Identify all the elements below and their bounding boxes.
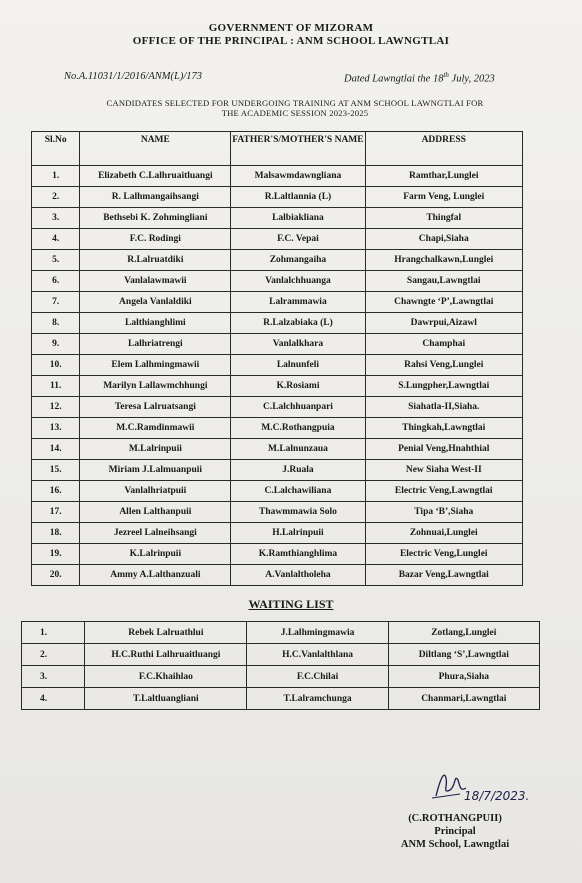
- waiting-list-table: [21, 621, 540, 710]
- subject-line-2: THE ACADEMIC SESSION 2023-2025: [221, 108, 369, 118]
- table-row: [32, 565, 523, 586]
- cell-name: Ammy A.Lalthanzuali: [80, 565, 231, 586]
- cell-address: Bazar Veng,Lawngtlai: [365, 565, 523, 586]
- table-header-row: [32, 132, 523, 166]
- cell-address: Tipa ‘B’,Siaha: [365, 502, 523, 523]
- cell-slno: 15.: [32, 460, 80, 481]
- cell-address: Zohnuai,Lunglei: [365, 523, 523, 544]
- cell-parent-name: H.Lalrinpuii: [231, 523, 365, 544]
- cell-address: Penial Veng,Hnahthial: [365, 439, 523, 460]
- cell-parent-name: A.Vanlaltholeha: [231, 565, 365, 586]
- cell-name: Teresa Lalruatsangi: [80, 397, 231, 418]
- handwritten-signature: [430, 760, 550, 810]
- table-row: [32, 355, 523, 376]
- dated-sup: th: [443, 71, 449, 79]
- cell-slno: 1.: [22, 622, 85, 644]
- cell-parent-name: Vanlalchhuanga: [231, 271, 365, 292]
- cell-slno: 5.: [32, 250, 80, 271]
- reference-number: No.A.11031/1/2016/ANM(L)/173: [64, 71, 203, 82]
- table-row: [32, 166, 523, 187]
- cell-address: Chanmari,Lawngtlai: [388, 688, 539, 710]
- cell-slno: 14.: [32, 439, 80, 460]
- table-row: [32, 334, 523, 355]
- signature-block: [370, 812, 540, 851]
- cell-name: Elem Lalhmingmawii: [80, 355, 231, 376]
- cell-name: Vanlalawmawii: [80, 271, 231, 292]
- cell-address: Diltlang ‘S’,Lawngtlai: [388, 644, 539, 666]
- cell-name: Miriam J.Lalmuanpuii: [80, 460, 231, 481]
- table-row: [32, 502, 523, 523]
- cell-slno: 11.: [32, 376, 80, 397]
- table-row: [32, 292, 523, 313]
- cell-address: Rahsi Veng,Lunglei: [365, 355, 523, 376]
- signatory-designation: Principal: [434, 826, 476, 837]
- cell-slno: 4.: [32, 229, 80, 250]
- cell-slno: 4.: [22, 688, 85, 710]
- subject-line-1: CANDIDATES SELECTED FOR UNDERGOING TRAINING AT ANM SCHOOL LAWNGTLAI FOR: [106, 98, 484, 108]
- cell-parent-name: Zohmangaiha: [231, 250, 365, 271]
- table-row: [32, 376, 523, 397]
- cell-parent-name: M.C.Rothangpuia: [231, 418, 365, 439]
- cell-address: Hrangchalkawn,Lunglei: [365, 250, 523, 271]
- cell-name: F.C.Khaihlao: [85, 666, 247, 688]
- table-row: [32, 208, 523, 229]
- cell-address: Farm Veng, Lunglei: [365, 187, 523, 208]
- cell-name: Lalthianghlimi: [80, 313, 231, 334]
- cell-slno: 9.: [32, 334, 80, 355]
- table-row: [32, 460, 523, 481]
- table-row: [32, 544, 523, 565]
- cell-address: Phura,Siaha: [388, 666, 539, 688]
- cell-name: T.Laltluangliani: [85, 688, 247, 710]
- signatory-office: ANM School, Lawngtlai: [400, 839, 510, 850]
- dated-prefix: Dated Lawngtlai the 18: [344, 73, 444, 85]
- table-row: [32, 523, 523, 544]
- table-row: [32, 271, 523, 292]
- header-parent-name: FATHER'S/MOTHER'S NAME: [231, 132, 365, 166]
- cell-slno: 2.: [22, 644, 85, 666]
- cell-slno: 12.: [32, 397, 80, 418]
- cell-slno: 16.: [32, 481, 80, 502]
- dated-line: [344, 71, 495, 85]
- cell-address: S.Lungpher,Lawngtlai: [365, 376, 523, 397]
- cell-name: Angela Vanlaldiki: [80, 292, 231, 313]
- header-office: OFFICE OF THE PRINCIPAL : ANM SCHOOL LAWNGTLAI: [132, 35, 450, 47]
- cell-address: Chawngte ‘P’,Lawngtlai: [365, 292, 523, 313]
- cell-parent-name: K.Rosiami: [231, 376, 365, 397]
- cell-slno: 2.: [32, 187, 80, 208]
- cell-slno: 17.: [32, 502, 80, 523]
- cell-parent-name: C.Lalchawiliana: [231, 481, 365, 502]
- cell-name: H.C.Ruthi Lalhruaitluangi: [85, 644, 247, 666]
- cell-slno: 20.: [32, 565, 80, 586]
- cell-parent-name: Lalrammawia: [231, 292, 365, 313]
- cell-parent-name: F.C.Chilai: [247, 666, 388, 688]
- signatory-name: (C.ROTHANGPUII): [408, 813, 502, 824]
- cell-name: Elizabeth C.Lalhruaitluangi: [80, 166, 231, 187]
- cell-name: Rebek Lalruathlui: [85, 622, 247, 644]
- header-government: GOVERNMENT OF MIZORAM: [208, 22, 374, 34]
- cell-slno: 8.: [32, 313, 80, 334]
- signature-date: 18/7/2023.: [464, 789, 530, 803]
- subject: [60, 98, 530, 118]
- table-row: [32, 439, 523, 460]
- cell-slno: 7.: [32, 292, 80, 313]
- cell-address: Chapi,Siaha: [365, 229, 523, 250]
- table-row: [32, 187, 523, 208]
- cell-slno: 1.: [32, 166, 80, 187]
- cell-parent-name: R.Laltlannia (L): [231, 187, 365, 208]
- selected-candidates-table: [31, 131, 523, 586]
- cell-name: M.C.Ramdinmawii: [80, 418, 231, 439]
- table-row: [32, 313, 523, 334]
- cell-name: R.Lalruatdiki: [80, 250, 231, 271]
- cell-slno: 10.: [32, 355, 80, 376]
- cell-slno: 6.: [32, 271, 80, 292]
- table-row: [32, 229, 523, 250]
- cell-address: Champhai: [365, 334, 523, 355]
- cell-name: M.Lalrinpuii: [80, 439, 231, 460]
- cell-parent-name: J.Lalhmingmawia: [247, 622, 388, 644]
- header-slno: Sl.No: [32, 132, 80, 166]
- cell-parent-name: J.Ruala: [231, 460, 365, 481]
- cell-name: Lalhriatrengi: [80, 334, 231, 355]
- cell-slno: 19.: [32, 544, 80, 565]
- cell-parent-name: K.Ramthianghlima: [231, 544, 365, 565]
- cell-address: Electric Veng,Lunglei: [365, 544, 523, 565]
- header-address: ADDRESS: [365, 132, 523, 166]
- cell-parent-name: Thawmmawia Solo: [231, 502, 365, 523]
- waiting-list-row: [22, 688, 540, 710]
- cell-name: R. Lalhmangaihsangi: [80, 187, 231, 208]
- cell-parent-name: T.Lalramchunga: [247, 688, 388, 710]
- cell-name: Allen Lalthanpuii: [80, 502, 231, 523]
- table-row: [32, 418, 523, 439]
- cell-name: Jezreel Lalneihsangi: [80, 523, 231, 544]
- cell-name: Vanlalhriatpuii: [80, 481, 231, 502]
- cell-parent-name: Lalnunfeli: [231, 355, 365, 376]
- cell-parent-name: Vanlalkhara: [231, 334, 365, 355]
- cell-address: New Siaha West-II: [365, 460, 523, 481]
- cell-name: Bethsebi K. Zohmingliani: [80, 208, 231, 229]
- cell-address: Ramthar,Lunglei: [365, 166, 523, 187]
- cell-parent-name: Malsawmdawngliana: [231, 166, 365, 187]
- cell-address: Thingfal: [365, 208, 523, 229]
- cell-name: K.Lalrinpuii: [80, 544, 231, 565]
- waiting-list-row: [22, 622, 540, 644]
- table-row: [32, 397, 523, 418]
- cell-slno: 13.: [32, 418, 80, 439]
- cell-address: Electric Veng,Lawngtlai: [365, 481, 523, 502]
- dated-suffix: July, 2023: [448, 73, 495, 85]
- waiting-list-row: [22, 666, 540, 688]
- cell-parent-name: M.Lalnunzaua: [231, 439, 365, 460]
- table-row: [32, 481, 523, 502]
- cell-address: Siahatla-II,Siaha.: [365, 397, 523, 418]
- cell-name: Marilyn Lallawmchhungi: [80, 376, 231, 397]
- cell-address: Dawrpui,Aizawl: [365, 313, 523, 334]
- cell-slno: 18.: [32, 523, 80, 544]
- cell-address: Sangau,Lawngtlai: [365, 271, 523, 292]
- cell-slno: 3.: [22, 666, 85, 688]
- cell-parent-name: Lalbiakliana: [231, 208, 365, 229]
- waiting-list-title: WAITING LIST: [248, 597, 334, 611]
- waiting-list-row: [22, 644, 540, 666]
- table-row: [32, 250, 523, 271]
- cell-parent-name: C.Lalchhuanpari: [231, 397, 365, 418]
- header-name: NAME: [80, 132, 231, 166]
- cell-parent-name: R.Lalzabiaka (L): [231, 313, 365, 334]
- cell-parent-name: H.C.Vanlalthlana: [247, 644, 388, 666]
- cell-address: Zotlang,Lunglei: [388, 622, 539, 644]
- cell-name: F.C. Rodingi: [80, 229, 231, 250]
- cell-address: Thingkah,Lawngtlai: [365, 418, 523, 439]
- cell-slno: 3.: [32, 208, 80, 229]
- cell-parent-name: F.C. Vepai: [231, 229, 365, 250]
